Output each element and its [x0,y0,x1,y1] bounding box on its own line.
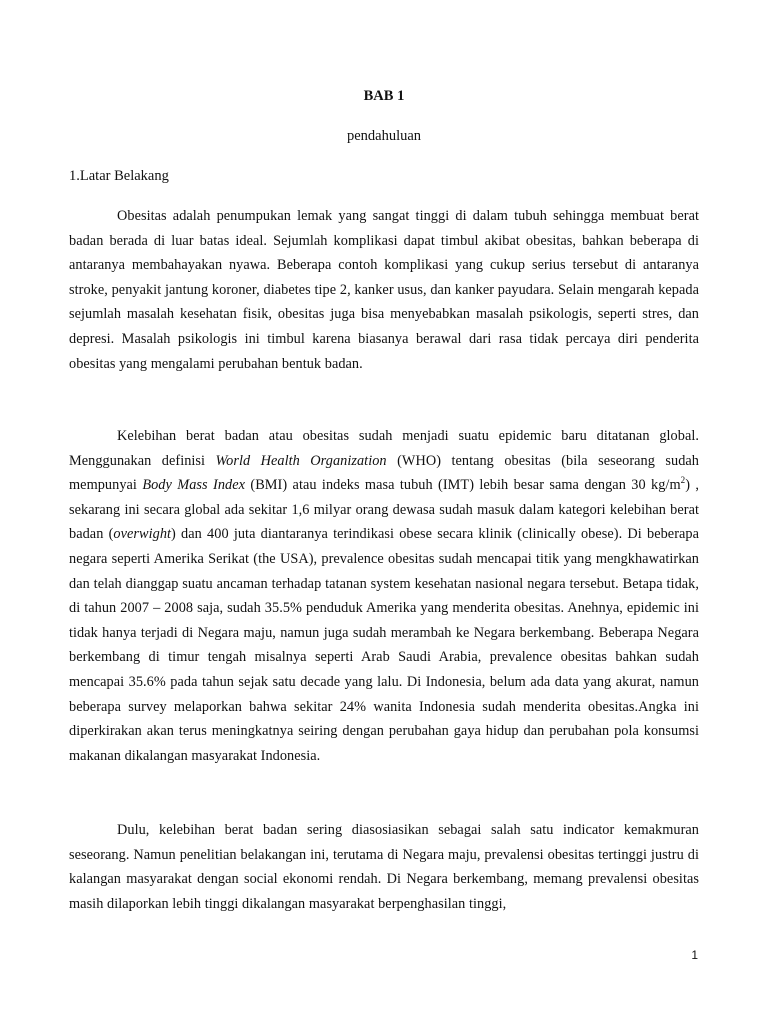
chapter-subtitle: pendahuluan [346,128,422,144]
paragraph-1: Obesitas adalah penumpukan lemak yang sangat tinggi di dalam tubuh sehingga membuat berat badan berada di luar batas ideal. Sejumlah komplikasi dapat timbul akibat obesitas, bahkan beberapa di antaranya membahayakan nyawa. Beberapa contoh komplikasi yang cukup serius tersebut di antaranya stroke, penyakit jantung koroner, diabetes tipe 2, kanker usus, dan kanker payudara. Selain mengarah kepada sejumlah masalah kesehatan fisik, obesitas juga bisa menyebabkan masalah psikologis, seperti stres, dan depresi. Masalah psikologis ini timbul karena biasanya berawal dari rasa tidak percaya diri penderita obesitas yang mengalami perubahan bentuk badan. [69,208,699,372]
chapter-title: BAB 1 [363,88,405,104]
paragraph-2-text: Kelebihan berat badan atau obesitas sudah menjadi suatu epidemic baru ditatanan global. Menggunakan definisi [69,428,699,469]
page-number: 1 [691,948,698,962]
paragraph-2 [69,424,699,768]
paragraph-2-text: ) dan 400 juta diantaranya terindikasi obese secara klinik (clinically obese). Di beberapa negara seperti Amerika Serikat (the USA), prevalence obesitas sudah mencapai titik yang mengkhawatirkan dan telah dianggap suatu ancaman terhadap tatanan system kesehatan nasional negara tersebut. Betapa tidak, di tahun 2007 – 2008 saja, sudah 35.5% penduduk Amerika yang menderita obesitas. Anehnya, epidemic ini tidak hanya terjadi di Negara maju, namun juga sudah merambah ke Negara berkembang. Beberapa Negara berkembang di timur tengah misalnya seperti Arab Saudi Arabia, prevalence obesitas bahkan sudah mencapai 35.6% pada tahun sejak satu decade yang lalu. Di Indonesia, belum ada data yang akurat, namun beberapa survey melaporkan bahwa sekitar 24% wanita Indonesia sudah menderita obesitas.Angka ini diperkirakan akan terus meningkatnya seiring dengan perubahan gaya hidup dan perubahan pola konsumsi makanan dikalangan masyarakat Indonesia. [69,526,699,764]
paragraph-2-text: (BMI) atau indeks masa tubuh (IMT) lebih besar sama dengan 30 kg/m [245,477,681,494]
who-term: World Health Organization [215,452,387,469]
paragraph-3: Dulu, kelebihan berat badan sering diasosiasikan sebagai salah satu indicator kemakmuran seseorang. Namun penelitian belakangan ini, terutama di Negara maju, prevalensi obesitas tertinggi justru di kalangan masyarakat dengan social ekonomi rendah. Di Negara berkembang, memang prevalensi obesitas masih dilaporkan lebih tinggi dikalangan masyarakat berpenghasilan tinggi, [69,822,699,912]
section-heading: 1.Latar Belakang [69,168,169,184]
paragraph-2-text: (WHO) tentang obesitas (bila seseorang sudah mempunyai [69,452,699,494]
overwight-term: overwight [113,526,172,543]
bmi-term: Body Mass Index [142,477,246,494]
paragraph-2-text: ) , sekarang ini secara global ada sekitar 1,6 milyar orang dewasa sudah masuk dalam kategori kelebihan berat badan ( [69,477,700,543]
superscript-two: 2 [680,475,686,486]
